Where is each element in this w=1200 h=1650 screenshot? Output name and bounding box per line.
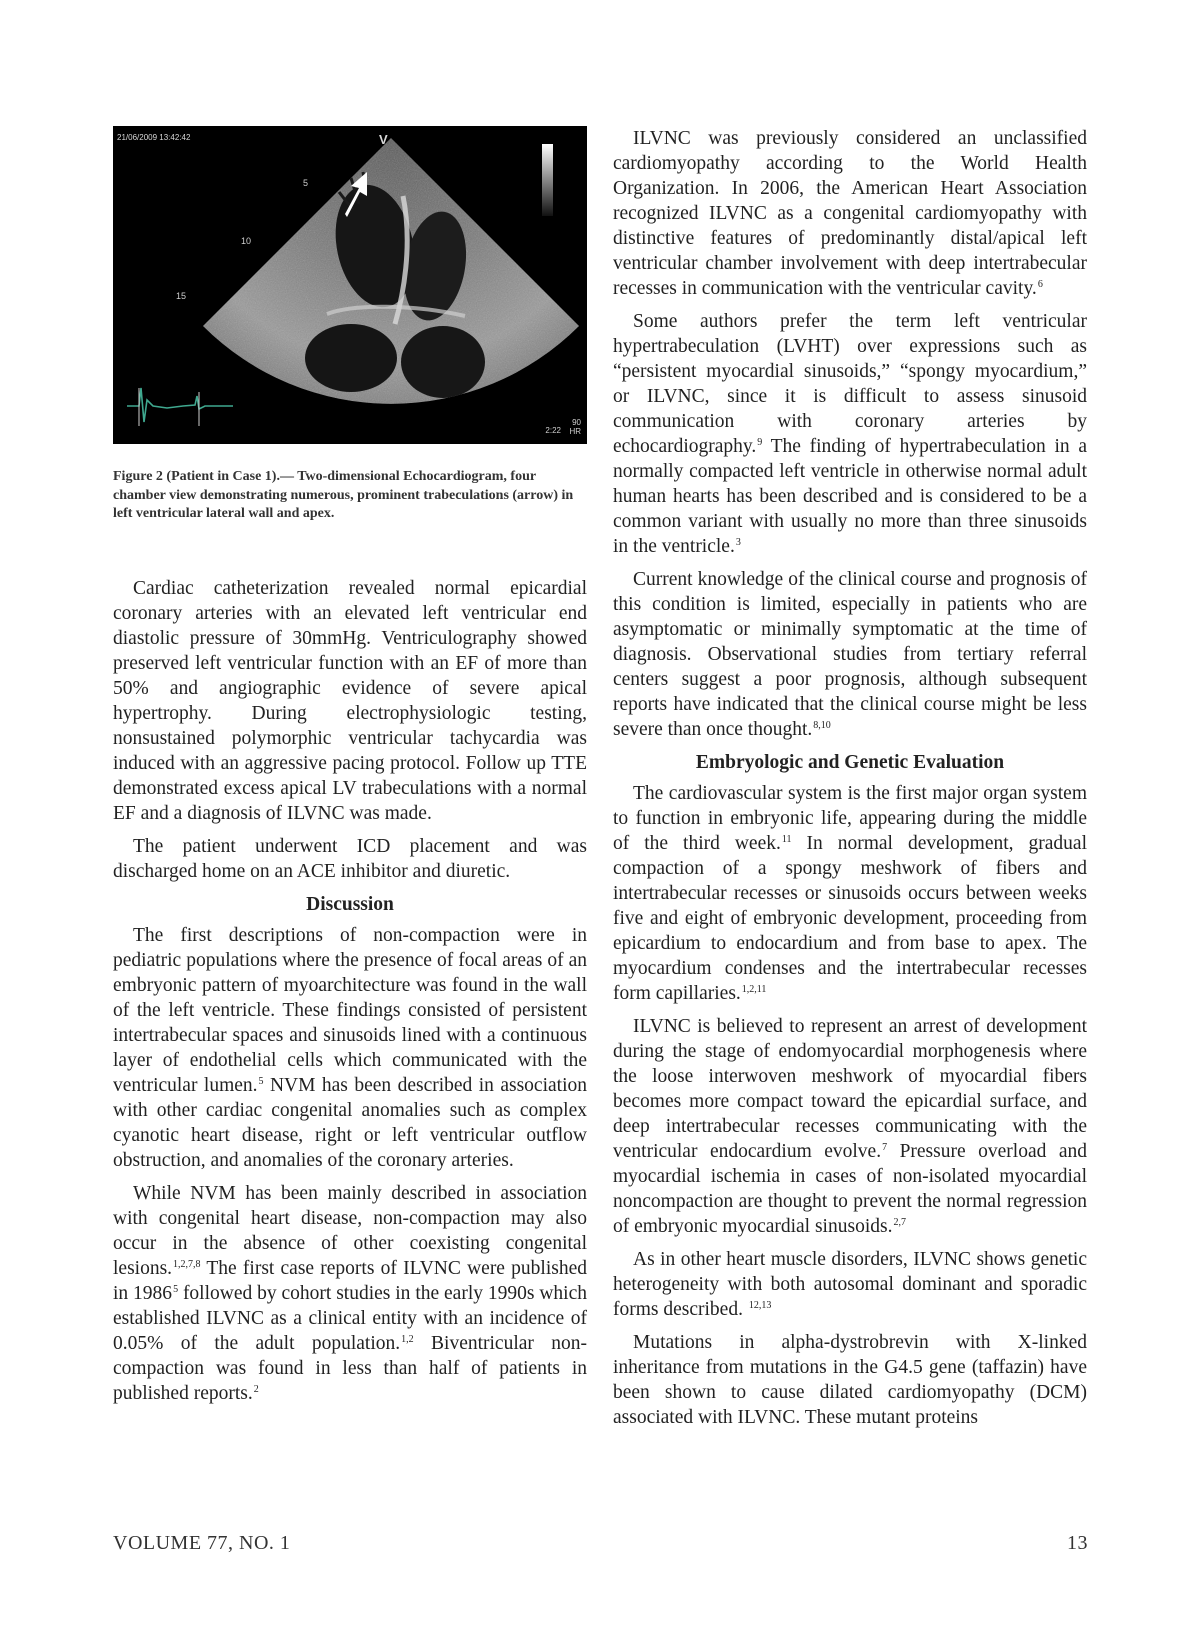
- echo-timestamp: 21/06/2009 13:42:42: [117, 133, 191, 142]
- citation: 2: [253, 1383, 259, 1395]
- citation: 5: [173, 1283, 179, 1295]
- citation: 11: [781, 834, 792, 845]
- depth-mark-10: 10: [241, 236, 252, 246]
- depth-mark-5: 5: [303, 178, 309, 188]
- heart-rate-value: 90: [572, 418, 581, 427]
- section-heading-embryologic: Embryologic and Genetic Evaluation: [695, 752, 1005, 773]
- paragraph: While NVM has been mainly described in association with congenital heart disease, non-compaction may also occur in the absence of other coexisting congenital lesions.$^{1,2,7,8}$ The first case reports of ILVNC were published in 1986$^5$ followed by cohort studies in the early 1990s which established ILVNC as a clinical entity with an incidence of 0.05% of the adult population.$^{1,2}$ Biventricular non-compaction was found in less than half of patients in published reports.$^2$: [113, 1182, 587, 1404]
- paragraph: Current knowledge of the clinical course and prognosis of this condition is limited, especially in patients who are asymptomatic or minimally symptomatic at the time of diagnosis. Observational studies from tertiary referral centers suggest a poor prognosis, although subsequent reports have indicated that the clinical course might be less severe than once thought.$^{8,10}$: [613, 569, 1087, 740]
- figure-caption: Figure 2 (Patient in Case 1).— Two-dimensional Echocardiogram, four chamber view demonstrating numerous, prominent trabeculations (arrow) in left ventricular lateral wall and apex.: [113, 469, 574, 521]
- right-column: [613, 126, 1087, 1438]
- citation: 6: [1037, 279, 1043, 290]
- echocardiogram-figure: [113, 126, 587, 444]
- citation: 5: [258, 1075, 264, 1087]
- paragraph: The cardiovascular system is the first major organ system to function in embryonic life, appearing during the middle of the third week.$^{11}$ In normal development, gradual compaction of a spongy meshwork of fibers and intertrabecular recesses or sinusoids occurs between weeks five and eight of embryonic development, proceeding from epicardium to endocardium and from base to apex. The myocardium condenses and the intertrabecular recesses form capillaries.$^{1,2,11}$: [613, 783, 1087, 1004]
- journal-volume: VOLUME 77, NO. 1: [113, 1532, 291, 1554]
- paragraph: Cardiac catheterization revealed normal epicardial coronary arteries with an elevated left ventricular end diastolic pressure of 30mmHg. Ventriculography showed preserved left ventricular function with an EF of more than 50% and angiographic evidence of severe apical hypertrophy. During electrophysiologic testing, nonsustained polymorphic ventricular tachycardia was induced with an aggressive pacing protocol. Follow up TTE demonstrated excess apical LV trabeculations with a normal EF and a diagnosis of ILVNC was made.: [113, 577, 587, 824]
- echocardiogram-image: [113, 126, 587, 444]
- section-heading-discussion: Discussion: [306, 893, 394, 915]
- paragraph: The patient underwent ICD placement and was discharged home on an ACE inhibitor and diuretic.: [113, 835, 587, 882]
- paragraph: As in other heart muscle disorders, ILVNC shows genetic heterogeneity with both autosomal dominant and sporadic forms described. $^{12,13}$: [613, 1249, 1087, 1320]
- citation: 1,2: [401, 1333, 414, 1345]
- heart-rate-unit: HR: [569, 427, 581, 436]
- paragraph: Some authors prefer the term left ventricular hypertrabeculation (LVHT) over expressions such as “persistent myocardial sinusoids,” “spongy myocardium,” or ILVNC, since it is difficult to assess sinusoid communication with coronary arteries by echocardiography.$^9$ The finding of hypertrabeculation in a normally compacted left ventricle in otherwise normal adult human hearts has been described and is considered to be a common variant with usually no more than three sinusoids in the ventricle.$^3$: [613, 311, 1087, 557]
- paragraph: The first descriptions of non-compaction were in pediatric populations where the presence of focal areas of an embryonic pattern of myoarchitecture was found in the wall of the left ventricle. These findings consisted of persistent intertrabecular spaces and sinusoids lined with a continuous layer of endothelial cells which communicated with the ventricular lumen.$^5$ NVM has been described in association with other cardiac congenital anomalies such as complex cyanotic heart disease, right or left ventricular outflow obstruction, and anomalies of the coronary arteries.: [113, 924, 587, 1171]
- echo-frame-time: 2:22: [545, 426, 561, 435]
- citation: 7: [882, 1142, 888, 1153]
- left-body-text: [113, 576, 587, 1406]
- page-number: 13: [1067, 1532, 1088, 1554]
- echo-heart-rate: [569, 418, 581, 436]
- left-column: [113, 126, 587, 1414]
- citation: 8,10: [813, 720, 831, 731]
- citation: 1,2,7,8: [173, 1258, 201, 1270]
- citation: 3: [735, 537, 741, 548]
- depth-mark-15: 15: [176, 291, 187, 301]
- svg-text:V: V: [379, 132, 388, 147]
- citation: 2,7: [893, 1217, 906, 1228]
- citation: 1,2,11: [741, 984, 767, 995]
- paragraph: ILVNC was previously considered an unclassified cardiomyopathy according to the World Health Organization. In 2006, the American Heart Association recognized ILVNC as a congenital cardiomyopathy with distinctive features of predominantly distal/apical left ventricular chamber involvement with deep intertrabecular recesses in communication with the ventricular cavity.$^6$: [613, 128, 1087, 299]
- citation: 12,13: [748, 1300, 772, 1311]
- citation: 9: [757, 437, 763, 448]
- paragraph: Mutations in alpha-dystrobrevin with X-linked inheritance from mutations in the G4.5 gene (taffazin) have been shown to cause dilated cardiomyopathy (DCM) associated with ILVNC. These mutant proteins: [613, 1332, 1087, 1428]
- paragraph: ILVNC is believed to represent an arrest of development during the stage of endomyocardial morphogenesis where the loose interwoven meshwork of myocardial fibers becomes more compact toward the epicardial surface, and deep intertrabecular recesses communicating with the ventricular endocardium evolve.$^7$ Pressure overload and myocardial ischemia in cases of non-isolated myocardial noncompaction are thought to prevent the normal regression of embryonic myocardial sinusoids.$^{2,7}$: [613, 1016, 1087, 1237]
